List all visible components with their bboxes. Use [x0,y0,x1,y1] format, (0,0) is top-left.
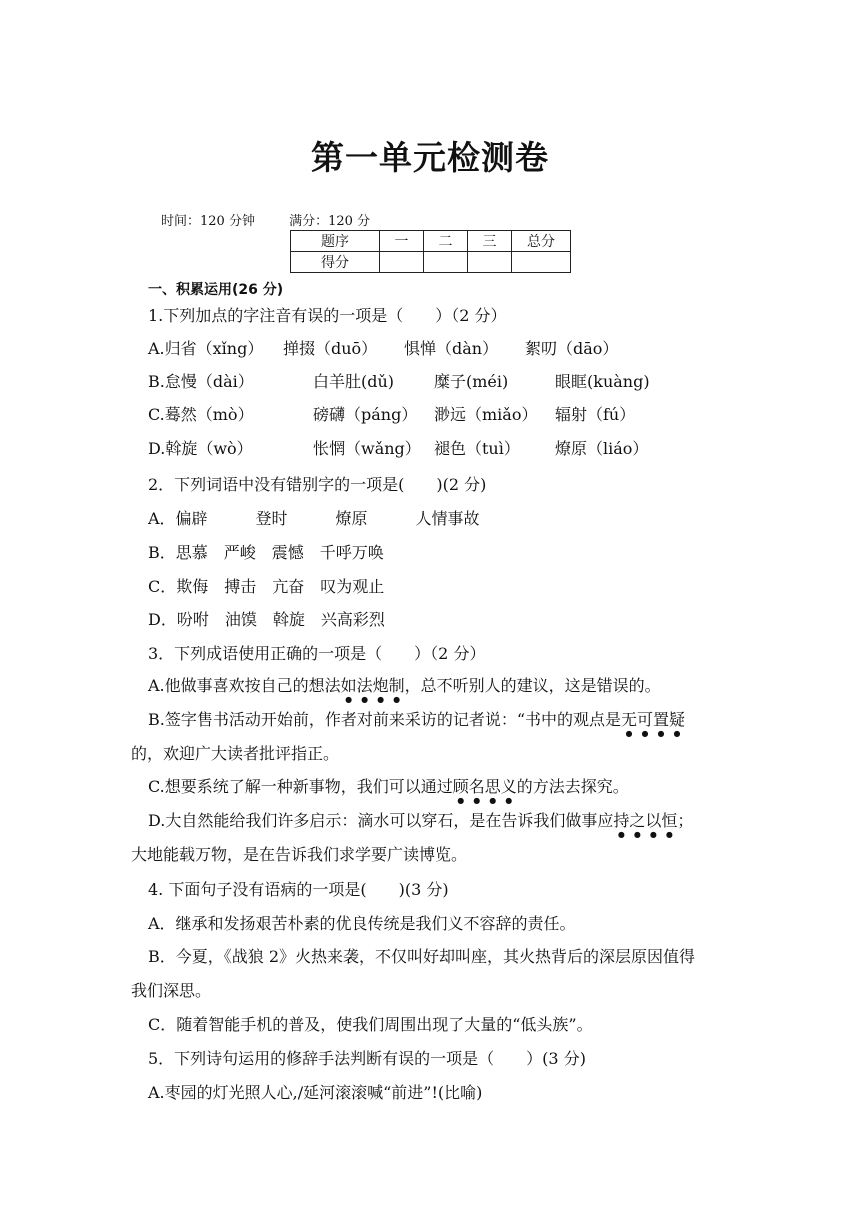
q1-d-part1: D.斡旋（wò） [148,439,253,458]
q1-d-part4: 燎原（liáo） [555,439,649,458]
q2-option-c: C．欺侮 搏击 亢奋 叹为观止 [148,577,385,596]
score-table-header-row [291,231,571,252]
q3-d-idiom: 持之以恒 [613,811,678,830]
q1-b-part1: B.怠慢（dài） [148,372,254,391]
question-5-stem: 5．下列诗句运用的修辞手法判断有误的一项是（ ）(3 分) [148,1049,586,1068]
q1-a-part3: 惧惮（dàn） [404,339,499,358]
q3-c-pre: C.想要系统了解一种新事物，我们可以通过 [148,777,453,796]
q1-b-part3: 糜子(méi) [434,372,509,391]
score-table [290,230,571,273]
score-cell [380,252,424,273]
q1-b-part4: 眼眶(kuàng) [555,372,650,391]
q1-c-part4: 辐射（fú） [555,405,636,424]
q4-option-a: A．继承和发扬艰苦朴素的优良传统是我们义不容辞的责任。 [148,914,576,933]
q1-a-part1: A.归省（xǐng） [148,339,264,358]
q3-option-d-line2: 大地能载万物，是在告诉我们求学要广读博览。 [131,845,468,864]
score-table-score-row [291,252,571,273]
q3-option-b-line1 [148,709,685,738]
score-cell [424,252,468,273]
question-1-stem: 1.下列加点的字注音有误的一项是（ ）（2 分） [148,306,507,325]
score-cell [468,252,512,273]
q5-option-a: A.枣园的灯光照人心,/延河滚滚喊“前进”!(比喻) [148,1083,483,1102]
score-header-cell: 三 [468,231,512,252]
q4-option-c: C．随着智能手机的普及，使我们周围出现了大量的“低头族”。 [148,1015,593,1034]
q4-option-b-line1: B．今夏，《战狼 2》火热来袭，不仅叫好却叫座，其火热背后的深层原因值得 [148,947,696,966]
q2-option-b: B．思慕 严峻 震憾 千呼万唤 [148,543,384,562]
q3-d-pre: D.大自然能给我们许多启示：滴水可以穿石，是在告诉我们做事应 [148,811,614,830]
question-4-stem: 4. 下面句子没有语病的一项是( )(3 分) [148,880,449,899]
q3-c-post: 的方法去探究。 [516,777,629,796]
exam-meta [161,210,370,229]
question-2-stem: 2．下列词语中没有错别字的一项是( )(2 分) [148,475,487,494]
question-3-stem: 3．下列成语使用正确的一项是（ ）（2 分） [148,644,486,663]
q2-option-a: A．偏辟 登时 燎原 人情事故 [148,509,480,528]
q1-d-part3: 褪色（tuì） [434,439,520,458]
q2-option-d: D．吩咐 油馍 斡旋 兴高彩烈 [148,610,385,629]
score-header-cell: 二 [424,231,468,252]
q3-option-d-line1 [148,810,693,839]
q3-b-idiom: 无可置疑 [621,710,686,729]
q1-d-part2: 怅惘（wǎng） [313,439,421,458]
q1-c-part1: C.蓦然（mò） [148,405,254,424]
q3-a-post: ，总不听别人的建议，这是错误的。 [404,676,661,695]
score-cell [512,252,571,273]
q1-c-part2: 磅礴（páng） [313,405,418,424]
q3-option-b-line2: 的，欢迎广大读者批评指正。 [131,744,340,763]
time-label: 时间：120 分钟 [161,214,255,229]
full-score-label: 满分：120 分 [289,214,371,229]
q3-d-post: ； [677,811,694,830]
q1-b-part2: 白羊肚(dǔ) [313,372,395,391]
page-title: 第一单元检测卷 [311,138,549,177]
q3-c-idiom: 顾名思义 [452,777,517,796]
q1-a-part2: 掸掇（duō） [283,339,378,358]
q3-option-a [148,675,661,704]
q3-b-pre: B.签字售书活动开始前，作者对前来采访的记者说：“书中的观点是 [148,710,622,729]
score-row-label: 得分 [291,252,380,273]
q3-a-idiom: 如法炮制 [340,676,405,695]
q1-a-part4: 絮叨（dāo） [525,339,619,358]
section-heading: 一、积累运用(26 分) [148,282,284,298]
q3-option-c [148,776,629,805]
score-header-cell: 题序 [291,231,380,252]
q1-c-part3: 渺远（miǎo） [434,405,538,424]
score-header-cell: 总分 [512,231,571,252]
score-header-cell: 一 [380,231,424,252]
q4-option-b-line2: 我们深思。 [131,981,212,1000]
q3-a-pre: A.他做事喜欢按自己的想法 [148,676,341,695]
